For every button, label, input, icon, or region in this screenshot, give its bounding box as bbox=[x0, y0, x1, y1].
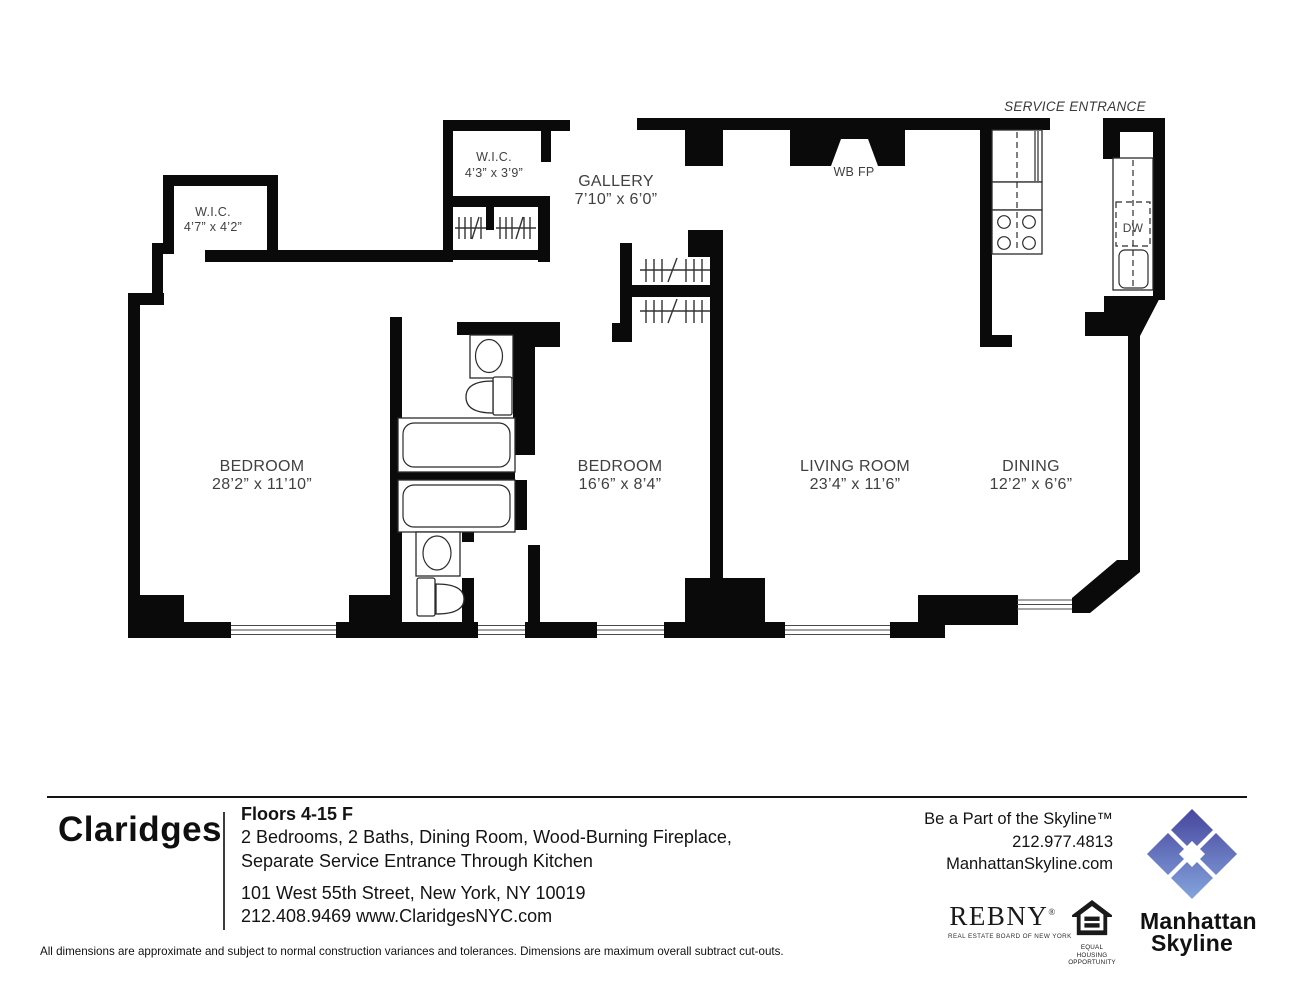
window bbox=[231, 626, 336, 635]
window bbox=[597, 626, 664, 635]
skyline-phone: 212.977.4813 bbox=[1012, 832, 1113, 851]
eho-text-line2: OPPORTUNITY bbox=[1068, 959, 1116, 966]
room-dims-wic-2: 4’3” x 3’9” bbox=[464, 166, 524, 180]
listing-info bbox=[241, 803, 732, 929]
building-address: 101 West 55th Street, New York, NY 10019 bbox=[241, 883, 586, 903]
footer-divider bbox=[47, 796, 1247, 798]
ms-logo-text-line2: Skyline bbox=[1151, 930, 1233, 956]
rebny-wordmark: REBNY bbox=[949, 901, 1049, 931]
room-label-wic-2: W.I.C. bbox=[476, 150, 512, 164]
disclaimer-text: All dimensions are approximate and subject to normal construction variances and tolerances. Dimensions are maximum overall subtract cut-outs. bbox=[40, 945, 784, 958]
room-label-wic-1: W.I.C. bbox=[195, 205, 231, 219]
manhattan-skyline-logo bbox=[1140, 806, 1257, 956]
bathtub-icon bbox=[398, 480, 515, 532]
manhattan-skyline-diamond-icon bbox=[1140, 806, 1244, 902]
ms-logo-text-line1: Manhattan bbox=[1140, 908, 1257, 934]
fireplace-icon bbox=[790, 130, 905, 166]
rebny-subtitle: REAL ESTATE BOARD OF NEW YORK bbox=[948, 933, 1072, 940]
room-label-bedroom-2: BEDROOM bbox=[577, 458, 663, 475]
listing-description-line1: 2 Bedrooms, 2 Baths, Dining Room, Wood-Burning Fireplace, bbox=[241, 827, 732, 847]
room-dims-living-room: 23’4” x 11’6” bbox=[809, 476, 901, 493]
room-label-dining: DINING bbox=[1002, 458, 1060, 475]
closet-rod-icon bbox=[640, 299, 710, 323]
building-phone-web: 212.408.9469 www.ClaridgesNYC.com bbox=[241, 906, 553, 926]
listing-description-line2: Separate Service Entrance Through Kitchen bbox=[241, 850, 593, 871]
room-label-bedroom-1: BEDROOM bbox=[219, 458, 305, 475]
room-label-living-room: LIVING ROOM bbox=[800, 458, 910, 475]
room-dims-gallery: 7’10” x 6’0” bbox=[574, 191, 658, 208]
skyline-contact bbox=[924, 808, 1113, 876]
closet-rod-icon bbox=[455, 217, 486, 239]
room-label-gallery: GALLERY bbox=[578, 173, 654, 190]
closet-rods bbox=[455, 217, 710, 323]
service-entrance-label: SERVICE ENTRANCE bbox=[1004, 99, 1146, 114]
rebny-registered-mark: ® bbox=[1048, 907, 1057, 917]
room-dims-wic-1: 4’7” x 4’2” bbox=[183, 220, 243, 234]
room-dims-dining: 12’2” x 6’6” bbox=[989, 476, 1073, 493]
equal-housing-logo bbox=[1066, 899, 1118, 967]
window bbox=[1017, 600, 1072, 609]
dw-label: DW bbox=[1122, 221, 1144, 235]
window bbox=[478, 626, 525, 635]
equal-housing-house-icon bbox=[1070, 899, 1114, 937]
wb-fp-label: WB FP bbox=[833, 165, 875, 179]
room-dims-bedroom-2: 16’6” x 8’4” bbox=[578, 476, 662, 493]
closet-rod-icon bbox=[496, 217, 536, 239]
skyline-website: ManhattanSkyline.com bbox=[946, 855, 1113, 873]
rebny-logo bbox=[948, 899, 1072, 940]
toilet-icon bbox=[470, 335, 513, 378]
floors-label: Floors 4-15 F bbox=[241, 804, 354, 824]
bathtub-icon bbox=[398, 418, 515, 472]
eho-text-line1: EQUAL HOUSING bbox=[1076, 944, 1108, 959]
skyline-tagline: Be a Part of the Skyline™ bbox=[924, 810, 1113, 828]
closet-rod-icon bbox=[640, 258, 710, 282]
window bbox=[785, 626, 890, 635]
footer-vertical-divider bbox=[223, 812, 225, 930]
room-dims-bedroom-1: 28’2” x 11’10” bbox=[212, 476, 312, 493]
sink-icon bbox=[466, 377, 512, 415]
brand-logotype: Claridges bbox=[58, 810, 222, 849]
sink-icon bbox=[417, 578, 464, 616]
